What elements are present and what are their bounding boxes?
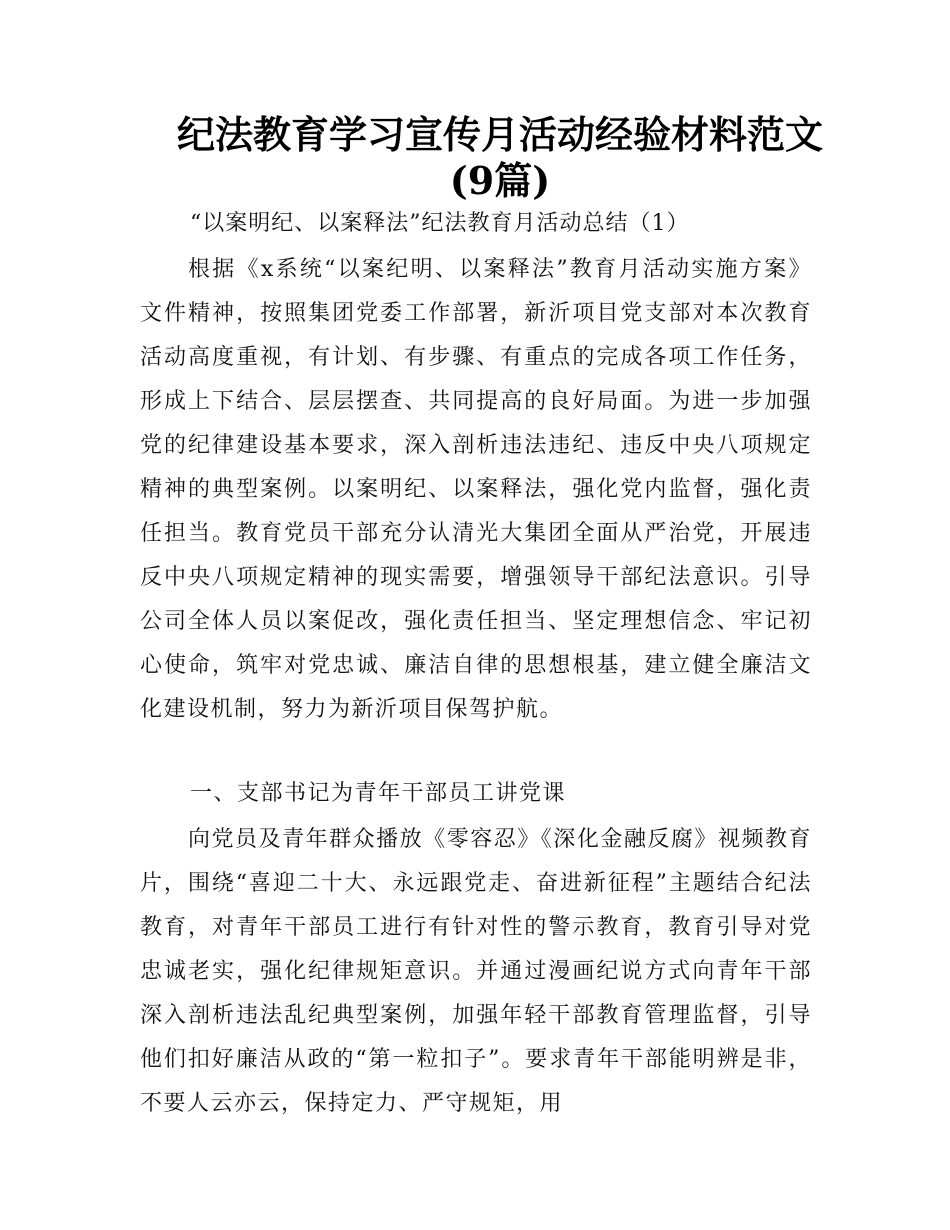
paragraph-section-1: 向党员及青年群众播放《零容忍》《深化金融反腐》视频教育片，围绕“喜迎二十大、永远跟党走、奋进新征程”主题结合纪法教育，对青年干部员工进行有针对性的警示教育，教育引导对党忠诚老实，强化纪律规矩意识。并通过漫画纪说方式向青年干部深入剖析违法乱纪典型案例，加强年轻干部教育管理监督，引导他们扣好廉洁从政的“第一粒扣子”。要求青年干部能明辨是非，不要人云亦云，保持定力、严守规矩，用 bbox=[140, 827, 812, 1116]
document-title: 纪法教育学习宣传月活动经验材料范文 bbox=[176, 112, 823, 157]
document-title-count: (9篇) bbox=[449, 158, 551, 203]
paragraph-intro: 根据《x系统“以案纪明、以案释法”教育月活动实施方案》文件精神，按照集团党委工作部署，新沂项目党支部对本次教育活动高度重视，有计划、有步骤、有重点的完成各项工作任务，形成上下结合、层层摆查、共同提高的良好局面。为进一步加强党的纪律建设基本要求，深入剖析违法违纪、违反中央八项规定精神的典型案例。以案明纪、以案释法，强化党内监督，强化责任担当。教育党员干部充分认清光大集团全面从严治党，开展违反中央八项规定精神的现实需要，增强领导干部纪法意识。引导公司全体人员以案促改，强化责任担当、坚定理想信念、牢记初心使命，筑牢对党忠诚、廉洁自律的思想根基，建立健全廉洁文化建设机制，努力为新沂项目保驾护航。 bbox=[140, 257, 812, 722]
section-heading-1: 一、支部书记为青年干部员工讲党课 bbox=[190, 781, 567, 806]
article-subtitle: “以案明纪、以案释法”纪法教育月活动总结（1） bbox=[190, 211, 690, 236]
